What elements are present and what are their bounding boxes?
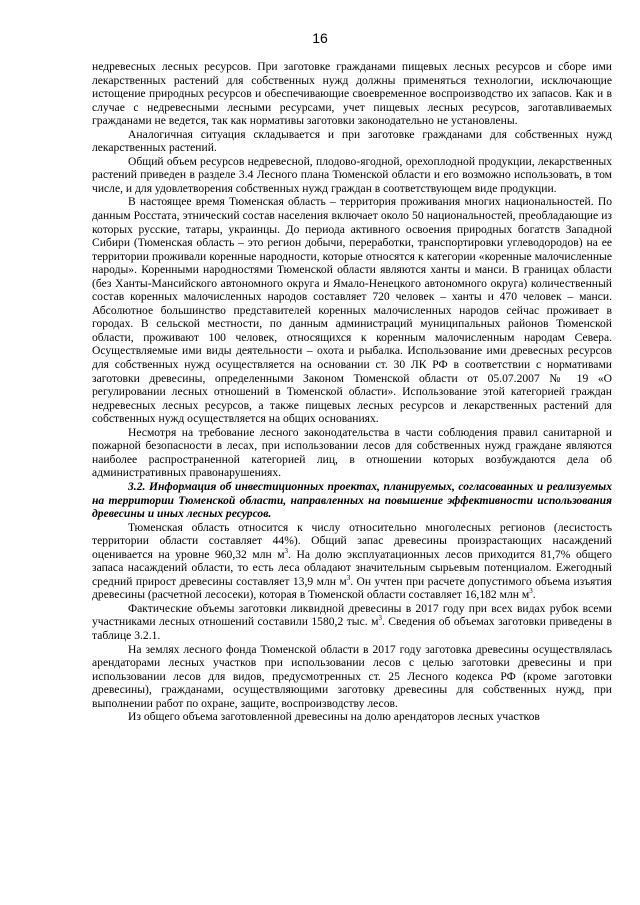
superscript: 3 (284, 546, 289, 555)
paragraph-text: . (532, 588, 536, 602)
paragraph-text: . Сведения об объемах заготовки приведены в таблице 3.2.1. (92, 615, 612, 642)
paragraph-text: . Он учтен при расчете допустимого объема изъятия древесины (расчетной лесосеки), которая в Тюменской области составляет 16,182 млн м (92, 574, 612, 602)
paragraph (92, 521, 612, 602)
paragraph-text: Фактические объемы заготовки ликвидной древесины в 2017 году при всех видах рубок всеми участниками лесных отношений составили 1580,2 тыс. м (92, 601, 612, 629)
page-number: 16 (312, 30, 328, 46)
superscript: 3 (378, 614, 382, 623)
paragraph (92, 602, 612, 643)
superscript: 3 (529, 587, 533, 596)
paragraph: Из общего объема заготовленной древесины на долю арендаторов лесных участков (128, 710, 540, 724)
paragraph: В настоящее время Тюменская область – территория проживания многих национальностей. По данным Росстата, этнический состав населения включает около 50 национальностей, преобладающие из которых русские, татары, украинцы. До периода активного освоения природных богатств Западной Сибири (Тюменская область – это регион добычи, переработки, транспортировки углеводородов) на ее территории проживали коренные народности, которые относятся к категории «коренные малочисленные народы». Коренными народностями Тюменской области являются ханты и манси. В границах области (без Ханты-Мансийского автономного округа и Ямало-Ненецкого автономного округа) количественный состав коренных малочисленных народов составляет 720 человек – ханты и 470 человек – манси. Абсолютное большинство представителей коренных малочисленных народов сейчас проживает в городах. В сельской местности, по данным администраций муниципальных районов Тюменской области, проживают 100 человек, относящихся к коренным малочисленным народам Севера. Осуществляемые ими виды деятельности – охота и рыбалка. Использование ими древесных ресурсов для собственных нужд осуществляется на основании ст. 30 ЛК РФ в соответствии с нормативами заготовки древесины, определенными Законом Тюменской области от 05.07.2007 № 19 «О регулировании лесных отношений в Тюменской области». Использование этой категорией граждан недревесных лесных ресурсов, а также пищевых лесных ресурсов и лекарственных растений для собственных нужд осуществляется на общих основаниях. (92, 195, 612, 426)
section-heading: 3.2. Информация об инвестиционных проектах, планируемых, согласованных и реализуемых на территории Тюменской области, направленных на повышение эффективности использования древесины и иных лесных ресурсов. (92, 479, 612, 521)
paragraph: недревесных лесных ресурсов. При заготовке гражданами пищевых лесных ресурсов и сборе ими лекарственных растений для собственных нужд должны применяться технологии, исключающие истощение природных ресурсов и обеспечивающие своевременное воспроизводство их запасов. Как и в случае с недревесными лесными ресурсами, учет пищевых лесных ресурсов, заготавливаемых гражданами не ведется, так как нормативы заготовки законодательно не установлены. (92, 60, 612, 128)
paragraph-text: . На долю эксплуатационных лесов приходится 81,7% общего запаса насаждений области, то есть леса обладают значительным сырьевым потенциалом. Ежегодный средний прирост древесины составляет 13,9 млн м (92, 547, 612, 588)
document-body (92, 60, 612, 724)
paragraph: Несмотря на требование лесного законодательства в части соблюдения правил санитарной и пожарной безопасности в лесах, при использовании лесов для собственных нужд граждане являются наиболее распространенной категорией лиц, в отношении которых возбуждаются дела об административных правонарушениях. (92, 425, 612, 480)
paragraph: На землях лесного фонда Тюменской области в 2017 году заготовка древесины осуществлялась арендаторами лесных участков при использовании лесов с целью заготовки древесины и при использовании лесов для видов, предусмотренных ст. 25 Лесного кодекса РФ (кроме заготовки древесины), гражданами, осуществляющими заготовку древесины для собственных нужд, при выполнении работ по охране, защите, воспроизводству лесов. (92, 642, 612, 710)
paragraph-text: Тюменская область относится к числу относительно многолесных регионов (лесистость территории области составляет 44%). Общий запас древесины произрастающих насаждений оценивается на уровне 960,32 млн м (92, 520, 612, 561)
paragraph: Аналогичная ситуация складывается и при заготовке гражданами для собственных нужд лекарственных растений. (92, 127, 612, 155)
superscript: 3 (346, 573, 351, 582)
paragraph: Общий объем ресурсов недревесной, плодово-ягодной, орехоплодной продукции, лекарственных растений приведен в разделе 3.4 Лесного плана Тюменской области и его возможно использовать, в том числе, и для удовлетворения собственных нужд граждан в соответствующем виде продукции. (92, 154, 612, 195)
